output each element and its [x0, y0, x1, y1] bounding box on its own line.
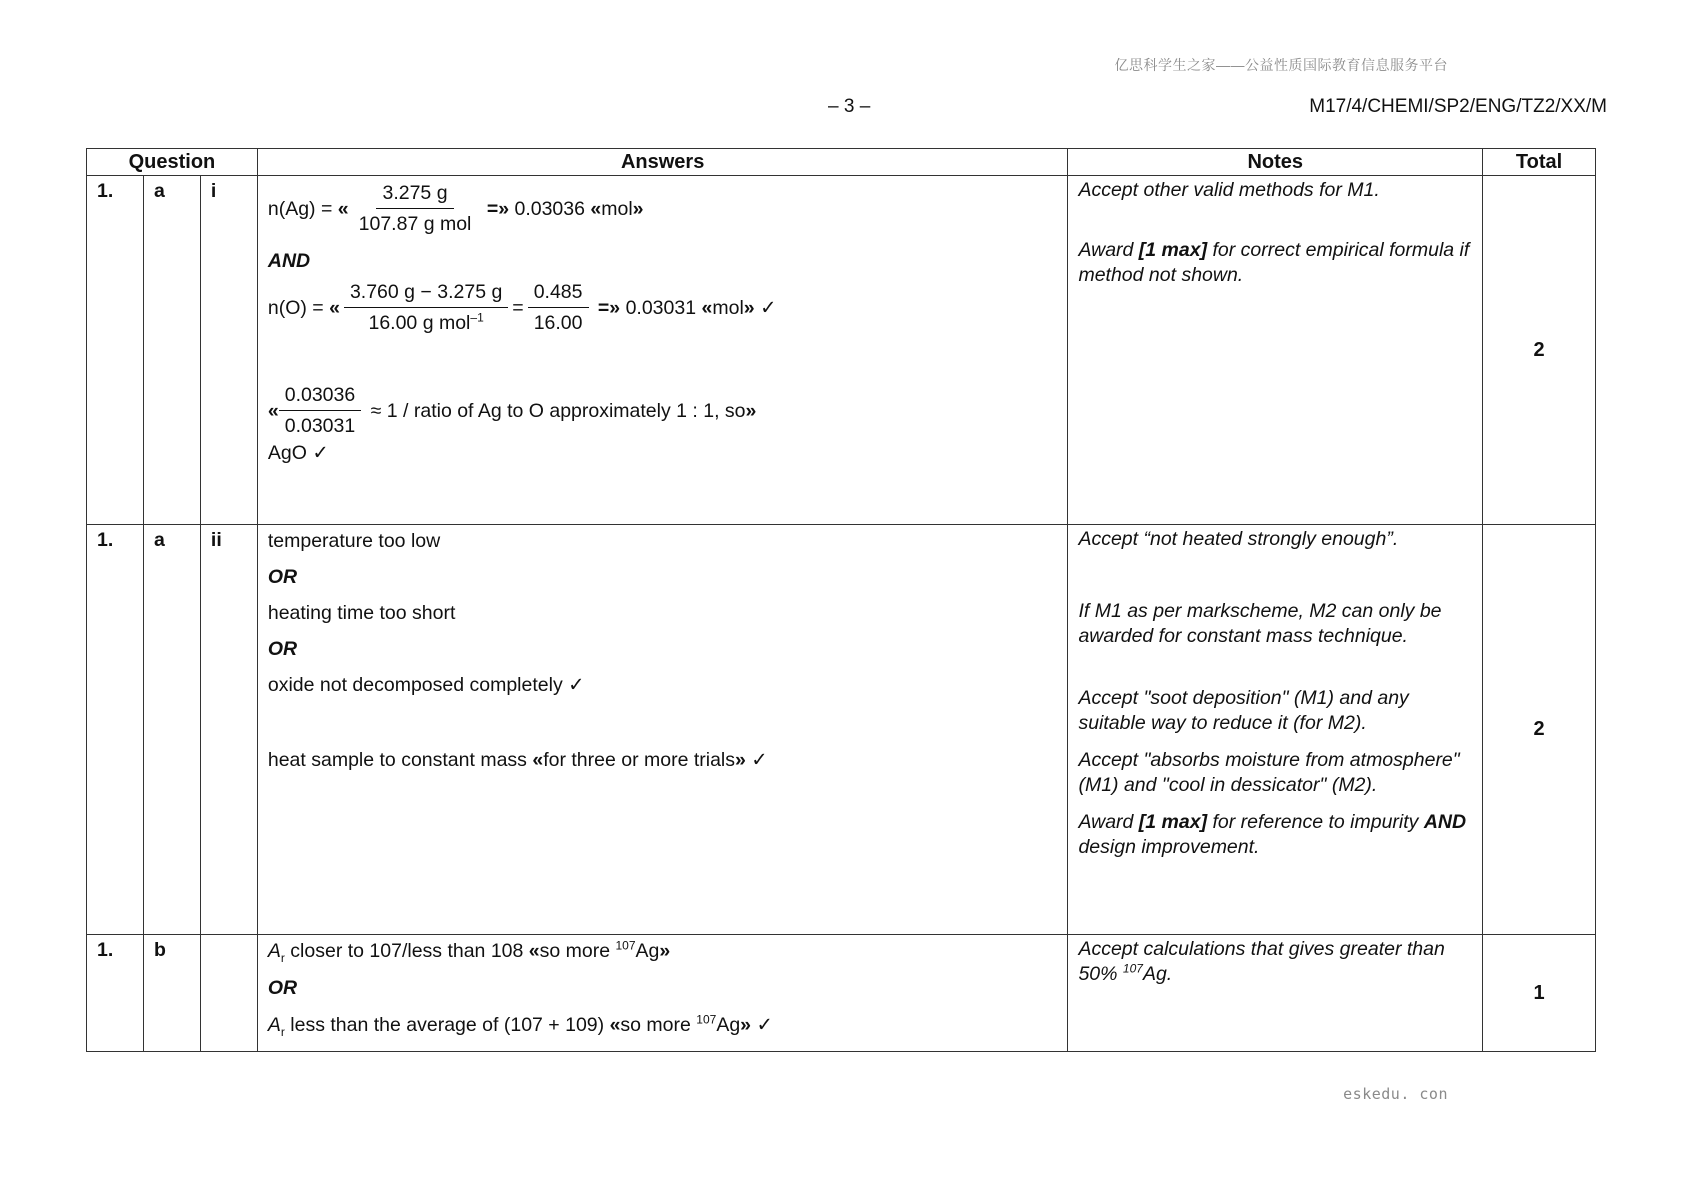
oxygen-fraction	[344, 281, 508, 334]
question-part: b	[143, 935, 200, 1052]
note-text: Accept "soot deposition" (M1) and any suitable way to reduce it (for M2).	[1078, 687, 1409, 734]
exponent: –1	[470, 310, 484, 325]
document-code: M17/4/CHEMI/SP2/ENG/TZ2/XX/M	[1309, 96, 1607, 117]
quote-close: »	[735, 749, 746, 771]
note-text: If M1 as per markscheme, M2 can only be awarded for constant mass technique.	[1078, 600, 1442, 647]
quote-close: »	[659, 940, 671, 962]
answer-line	[268, 667, 1058, 703]
note-mark: [1 max]	[1138, 239, 1208, 261]
footer-watermark: eskedu. con	[1343, 1085, 1448, 1103]
unit: mol	[601, 197, 633, 220]
answer-text: heat sample to constant mass	[267, 749, 533, 771]
note-part: Award	[1078, 811, 1139, 833]
answer-line	[268, 933, 1058, 970]
answer-line	[268, 742, 1058, 778]
total-cell: 2	[1483, 525, 1596, 935]
fraction-numerator: 0.485	[528, 281, 589, 308]
quote-open: «	[701, 296, 713, 319]
notes-cell	[1068, 176, 1483, 525]
header-question: Question	[87, 149, 258, 176]
empirical-formula: AgO	[267, 442, 307, 464]
check-icon: ✓	[568, 674, 585, 696]
quote-close: »	[632, 197, 644, 220]
no-prefix: n(O) =	[267, 296, 324, 319]
note-text: Accept other valid methods for M1.	[1078, 179, 1380, 201]
quote-open: «	[267, 399, 279, 422]
no-result: 0.03031	[625, 296, 697, 319]
quote-close: =»	[486, 197, 510, 220]
ratio-line	[268, 384, 1058, 437]
nag-prefix: n(Ag) =	[267, 197, 333, 220]
answer-text: less than the average of (107 + 109)	[284, 1014, 610, 1036]
or-label: OR	[267, 977, 298, 999]
quote-close: =»	[597, 296, 621, 319]
check-icon: ✓	[312, 442, 329, 464]
quote-open: «	[528, 940, 540, 962]
denominator-text: 16.00 g mol	[368, 312, 471, 334]
quote-open: «	[590, 197, 602, 220]
answer-cell	[257, 176, 1068, 525]
answer-line: temperature too low	[267, 530, 441, 552]
table-header-row	[87, 149, 1596, 176]
answer-line: heating time too short	[267, 602, 456, 624]
or-label: OR	[267, 566, 298, 588]
quote-open: «	[337, 197, 349, 220]
note-mark: [1 max]	[1138, 811, 1208, 833]
ratio-fraction	[279, 384, 362, 437]
note-part: for correct empirical formula if method not shown.	[1078, 239, 1470, 286]
answer-text: so more	[620, 1014, 697, 1036]
ratio-text: ≈ 1 / ratio of Ag to O approximately 1 : 1, so	[370, 399, 746, 422]
isotope-symbol: Ag	[716, 1014, 741, 1036]
isotope-symbol: Ag	[635, 940, 660, 962]
answer-line	[268, 1007, 1058, 1044]
note-text	[1078, 238, 1472, 288]
nag-result: 0.03036	[514, 197, 585, 220]
note-text	[1078, 937, 1472, 987]
formula-line	[268, 441, 1058, 465]
total-cell: 1	[1483, 935, 1596, 1052]
check-icon: ✓	[760, 296, 777, 319]
question-part: a	[143, 525, 200, 935]
fraction-numerator: 0.03036	[279, 384, 362, 411]
fraction-numerator: 3.760 g − 3.275 g	[344, 281, 508, 308]
silver-fraction	[353, 182, 478, 235]
question-subpart: ii	[200, 525, 257, 935]
question-subpart	[200, 935, 257, 1052]
ar-subscript: r	[280, 950, 285, 965]
isotope-mass: 107	[696, 1012, 717, 1027]
note-part: Accept calculations that gives greater than 50%	[1078, 938, 1445, 985]
table-row	[87, 176, 1596, 525]
answer-text: so more	[539, 940, 616, 962]
note-part: Ag.	[1142, 963, 1173, 985]
fraction-denominator: 16.00	[533, 312, 583, 334]
fraction-denominator: 107.87 g mol	[358, 213, 472, 235]
fraction-numerator: 3.275 g	[376, 182, 453, 209]
note-part: design improvement.	[1078, 836, 1260, 858]
total-cell: 2	[1483, 176, 1596, 525]
quote-open: «	[532, 749, 544, 771]
fraction-denominator: 0.03031	[284, 415, 356, 437]
or-label: OR	[267, 638, 298, 660]
answer-text: oxide not decomposed completely	[267, 674, 563, 696]
question-part: a	[143, 176, 200, 525]
question-number: 1.	[87, 525, 144, 935]
header-answers: Answers	[257, 149, 1068, 176]
notes-cell	[1068, 935, 1483, 1052]
and-label: AND	[267, 250, 311, 272]
note-mark: AND	[1423, 811, 1467, 833]
quote-open: «	[609, 1014, 621, 1036]
quote-open: «	[329, 296, 340, 319]
table-row	[87, 525, 1596, 935]
ar-symbol: A	[267, 1014, 281, 1036]
isotope-mass: 107	[1122, 961, 1143, 976]
notes-cell	[1068, 525, 1483, 935]
oxygen-fraction-simplified	[528, 281, 589, 334]
answer-cell	[257, 935, 1068, 1052]
question-number: 1.	[87, 176, 144, 525]
note-text: Accept “not heated strongly enough”.	[1078, 528, 1399, 550]
header-watermark: 亿思科学生之家——公益性质国际教育信息服务平台	[1114, 57, 1448, 73]
answer-text: for three or more trials	[543, 749, 735, 771]
unit: mol	[712, 296, 744, 319]
silver-moles-line	[268, 182, 1058, 235]
answer-text: closer to 107/less than 108	[284, 940, 529, 962]
note-part: for reference to impurity	[1207, 811, 1424, 833]
header-notes: Notes	[1068, 149, 1483, 176]
page-number: – 3 –	[828, 96, 871, 117]
table-row	[87, 935, 1596, 1052]
ar-subscript: r	[280, 1024, 285, 1039]
isotope-mass: 107	[615, 938, 636, 953]
header-total: Total	[1483, 149, 1596, 176]
note-text: Accept "absorbs moisture from atmosphere" (M1) and "cool in dessicator" (M2).	[1078, 749, 1460, 796]
equals: =	[512, 296, 524, 319]
note-text	[1078, 810, 1472, 860]
note-part: Award	[1078, 239, 1139, 261]
markscheme-table	[86, 148, 1596, 1052]
check-icon: ✓	[751, 749, 768, 771]
ar-symbol: A	[267, 940, 281, 962]
check-icon: ✓	[756, 1014, 773, 1036]
answer-cell	[257, 525, 1068, 935]
fraction-denominator	[362, 308, 489, 334]
question-subpart: i	[200, 176, 257, 525]
quote-close: »	[745, 399, 757, 422]
question-number: 1.	[87, 935, 144, 1052]
quote-close: »	[743, 296, 755, 319]
quote-close: »	[740, 1014, 752, 1036]
oxygen-moles-line	[268, 281, 1058, 334]
